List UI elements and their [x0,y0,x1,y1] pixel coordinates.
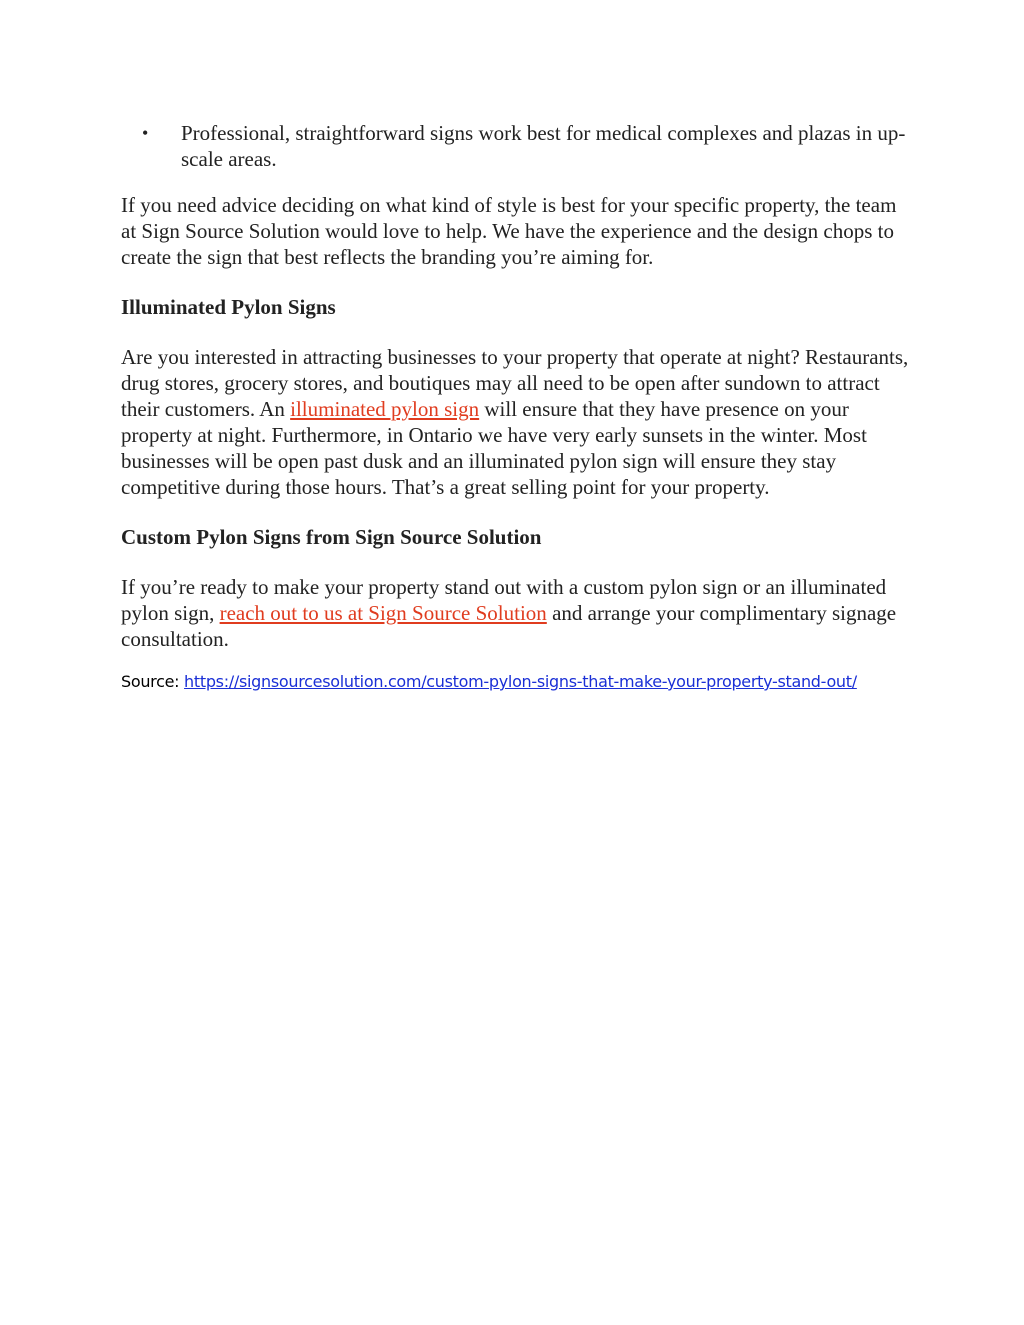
illuminated-paragraph [121,344,911,500]
source-label: Source: [121,672,185,691]
custom-text-after: and arrange your complimentary signage consultation. [121,601,897,651]
illuminated-text-after: will ensure that they have presence on your property at night. Furthermore, in Ontario we have very early sunsets in the winter. Most businesses will be open past dusk and an illuminated pylon sign will ensure they stay competitive during those hours. That’s a great selling point for your property. [121,397,867,499]
reach-out-link[interactable]: reach out to us at Sign Source Solution [219,601,547,625]
bullet-text: Professional, straightforward signs work best for medical complexes and plazas in up-scale areas. [181,121,906,171]
custom-paragraph [121,574,911,652]
document-page [121,120,911,692]
advice-paragraph: If you need advice deciding on what kind of style is best for your specific property, the team at Sign Source Solution would love to help. We have the experience and the design chops to create the sign that best reflects the branding you’re aiming for. [121,193,897,269]
list-item [121,120,911,172]
source-url-link[interactable]: https://signsourcesolution.com/custom-pylon-signs-that-make-your-property-stand-out/ [184,672,857,691]
bullet-list [121,120,911,172]
custom-heading: Custom Pylon Signs from Sign Source Solution [121,525,542,549]
source-line [121,672,911,692]
bullet-icon: • [142,123,149,143]
illuminated-text-before: Are you interested in attracting businesses to your property that operate at night? Restaurants, drug stores, grocery stores, and boutiques may all need to be open after sundown to attract their customers. An [121,345,909,421]
custom-text-before: If you’re ready to make your property stand out with a custom pylon sign or an illuminated pylon sign, [121,575,887,625]
illuminated-pylon-sign-link[interactable]: illuminated pylon sign [290,397,480,421]
illuminated-heading: Illuminated Pylon Signs [121,295,336,319]
